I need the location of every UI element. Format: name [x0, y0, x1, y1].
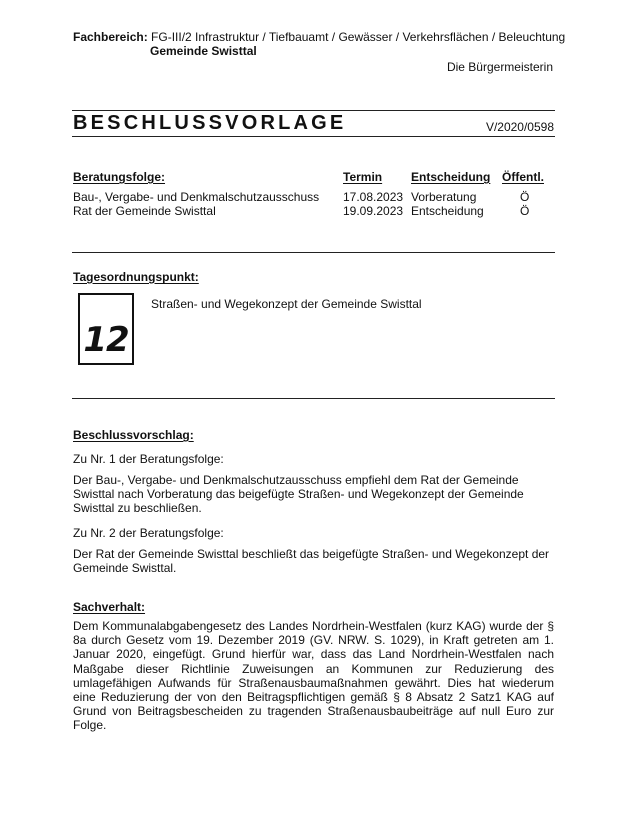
document-title: BESCHLUSSVORLAGE	[73, 112, 347, 134]
column-header-oeffentl: Öffentl.	[502, 170, 544, 184]
item1-label: Zu Nr. 1 der Beratungsfolge:	[73, 452, 224, 466]
row-gremium: Bau-, Vergabe- und Denkmalschutzausschuss	[73, 190, 320, 204]
row-entscheidung: Vorberatung	[411, 190, 477, 204]
divider	[72, 252, 555, 253]
column-header-termin: Termin	[343, 170, 383, 184]
row-termin: 19.09.2023	[343, 204, 404, 218]
header-municipality: Gemeinde Swisttal	[150, 44, 257, 58]
row-gremium: Rat der Gemeinde Swisttal	[73, 204, 216, 218]
divider	[72, 398, 555, 399]
fachbereich-value: FG-III/2 Infrastruktur / Tiefbauamt / Gewässer / Verkehrsflächen / Beleuchtung	[151, 30, 566, 44]
row-termin: 17.08.2023	[343, 190, 404, 204]
agenda-number: 12	[83, 320, 129, 360]
agenda-number-box	[78, 293, 134, 365]
sachverhalt-text: Dem Kommunalabgabengesetz des Landes Nordrhein-Westfalen (kurz KAG) wurde der § 8a durch Gesetz vom 19. Dezember 2019 (GV. NRW. S. 1029), in Kraft getreten am 1. Januar 2020, eingefügt. Grund hierfür war, dass das Land Nordrhein-Westfalen nach Maßgabe dieser Richtlinie Zuweisungen an Kommunen zur Reduzierung des umlagefähigen Aufwands für Straßenausbaumaßnahmen gewährt. Dies hat wiederum eine Reduzierung der von den Beitragspflichtigen gemäß § 8 Absatz 2 Satz1 KAG auf Grund von Beitragsbescheiden zu tragenden Straßenausbaubeiträge auf null Euro zur Folge.	[73, 619, 554, 733]
beratungsfolge-heading: Beratungsfolge:	[73, 170, 166, 184]
row-entscheidung: Entscheidung	[411, 204, 484, 218]
row-oeffentl: Ö	[520, 204, 530, 218]
header-fachbereich	[73, 30, 573, 44]
column-header-entscheidung: Entscheidung	[411, 170, 491, 184]
item1-text: Der Bau-, Vergabe- und Denkmalschutzausschuss empfiehl dem Rat der Gemeinde Swisttal nach Vorberatung das beigefügte Straßen- und Wegekonzept der Gemeinde Swisttal zu beschließen.	[73, 473, 524, 516]
row-oeffentl: Ö	[520, 190, 530, 204]
divider	[72, 110, 555, 111]
item2-label: Zu Nr. 2 der Beratungsfolge:	[73, 526, 224, 540]
tagesordnung-heading: Tagesordnungspunkt:	[73, 270, 199, 284]
header-signatory: Die Bürgermeisterin	[446, 60, 553, 74]
sachverhalt-heading: Sachverhalt:	[73, 600, 146, 614]
document-number: V/2020/0598	[485, 120, 554, 134]
fachbereich-label: Fachbereich:	[73, 30, 148, 44]
divider	[72, 136, 555, 137]
item2-text: Der Rat der Gemeinde Swisttal beschließt das beigefügte Straßen- und Wegekonzept der Gemeinde Swisttal.	[73, 547, 550, 576]
beschlussvorschlag-heading: Beschlussvorschlag:	[73, 428, 194, 442]
agenda-title: Straßen- und Wegekonzept der Gemeinde Swisttal	[151, 297, 422, 311]
